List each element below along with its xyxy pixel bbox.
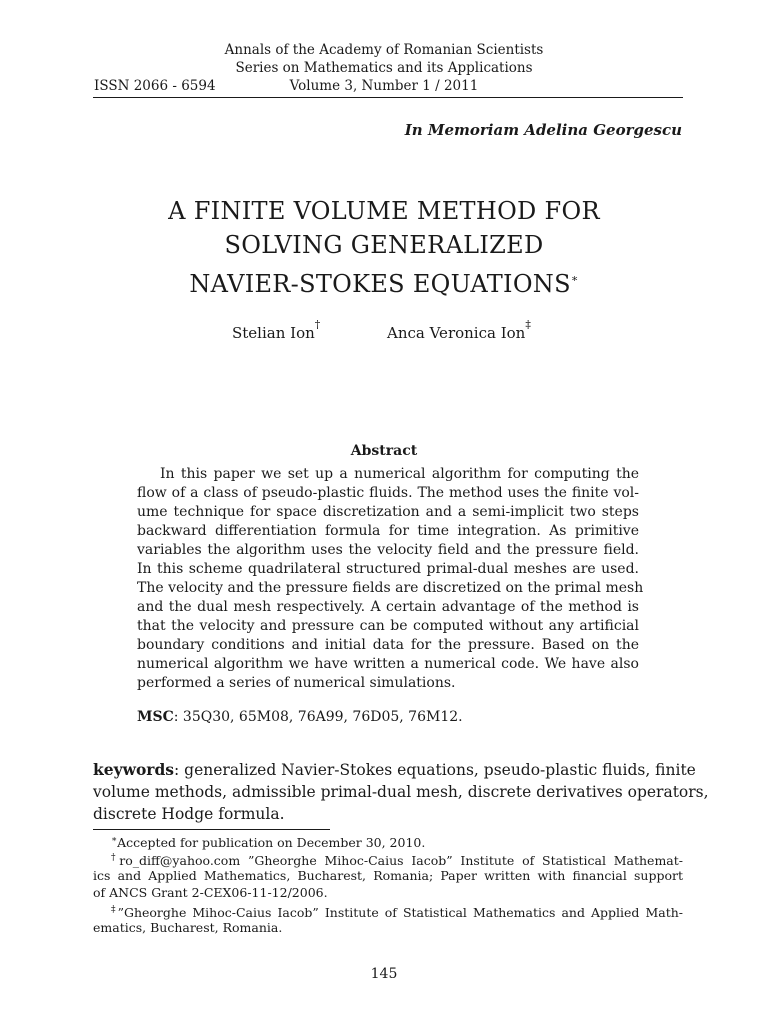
footnote-2-line-3: of ANCS Grant 2-CEX06-11-12/2006. xyxy=(93,885,328,900)
abstract-heading: Abstract xyxy=(350,443,418,459)
footnote-1-text: Accepted for publication on December 30, 2010. xyxy=(117,835,426,850)
abstract-line: In this scheme quadrilateral structured primal-dual meshes are used. xyxy=(137,561,639,577)
abstract-line: ume technique for space discretization and a semi-implicit two steps xyxy=(137,504,639,520)
title-line-1: A FINITE VOLUME METHOD FOR xyxy=(168,197,600,225)
title-line-2: SOLVING GENERALIZED xyxy=(224,231,544,259)
issn-number: ISSN 2066 - 6594 xyxy=(94,78,216,94)
title-line-3 xyxy=(0,262,768,301)
abstract-line: boundary conditions and initial data for the pressure. Based on the xyxy=(137,637,639,653)
keywords-line-1 xyxy=(93,759,696,781)
footnote-2-mark: † xyxy=(111,853,120,863)
author-1 xyxy=(232,318,320,342)
dedication: In Memoriam Adelina Georgescu xyxy=(404,121,682,139)
journal-volume: Volume 3, Number 1 / 2011 xyxy=(289,78,479,94)
keywords-text-1: : generalized Navier-Stokes equations, pseudo-plastic fluids, finite xyxy=(174,761,696,779)
footnote-3-mark: ‡ xyxy=(111,905,118,915)
abstract-line: that the velocity and pressure can be computed without any artificial xyxy=(137,618,639,634)
abstract-line: and the dual mesh respectively. A certain advantage of the method is xyxy=(137,599,639,615)
msc-classification xyxy=(137,709,463,725)
msc-label: MSC xyxy=(137,709,174,725)
title-footnote-mark: ∗ xyxy=(570,272,579,285)
abstract-line: backward differentiation formula for time integration. As primitive xyxy=(137,523,639,539)
journal-series: Series on Mathematics and its Applications xyxy=(235,60,533,76)
abstract-line: In this paper we set up a numerical algorithm for computing the xyxy=(160,466,639,482)
author-2-name: Anca Veronica Ion xyxy=(387,324,526,342)
abstract-line: The velocity and the pressure fields are discretized on the primal mesh xyxy=(137,580,644,596)
keywords-label: keywords xyxy=(93,760,175,779)
keywords-line-3: discrete Hodge formula. xyxy=(93,805,285,823)
footnote-3-line-2: ematics, Bucharest, Romania. xyxy=(93,920,283,935)
abstract-line: numerical algorithm we have written a numerical code. We have also xyxy=(137,656,639,672)
footnote-1-mark: ∗ xyxy=(111,835,118,845)
footnote-1 xyxy=(111,832,701,851)
page-number: 145 xyxy=(370,966,398,982)
footnote-2-text-1: ro_diff@yahoo.com ”Gheorghe Mihoc-Caius Iacob” Institute of Statistical Mathemat- xyxy=(119,853,683,868)
title-line-3-text: NAVIER-STOKES EQUATIONS xyxy=(189,270,571,298)
journal-name: Annals of the Academy of Romanian Scientists xyxy=(224,42,544,58)
header-rule xyxy=(93,97,683,98)
msc-codes: : 35Q30, 65M08, 76A99, 76D05, 76M12. xyxy=(173,709,463,725)
abstract-line: flow of a class of pseudo-plastic fluids. The method uses the finite vol- xyxy=(137,485,639,501)
author-2-mark: ‡ xyxy=(525,318,531,331)
footnote-rule xyxy=(93,829,330,830)
author-1-mark: † xyxy=(314,318,321,331)
footnote-3-text-1: ”Gheorghe Mihoc-Caius Iacob” Institute of Statistical Mathematics and Applied Math- xyxy=(117,905,683,920)
footnote-2-line-2: ics and Applied Mathematics, Bucharest, Romania; Paper written with financial support xyxy=(93,868,683,883)
keywords-line-2: volume methods, admissible primal-dual mesh, discrete derivatives operators, xyxy=(93,783,709,801)
author-2 xyxy=(387,318,531,342)
abstract-line: variables the algorithm uses the velocity field and the pressure field. xyxy=(137,542,639,558)
author-1-name: Stelian Ion xyxy=(232,324,315,342)
abstract-line: performed a series of numerical simulations. xyxy=(137,675,456,691)
